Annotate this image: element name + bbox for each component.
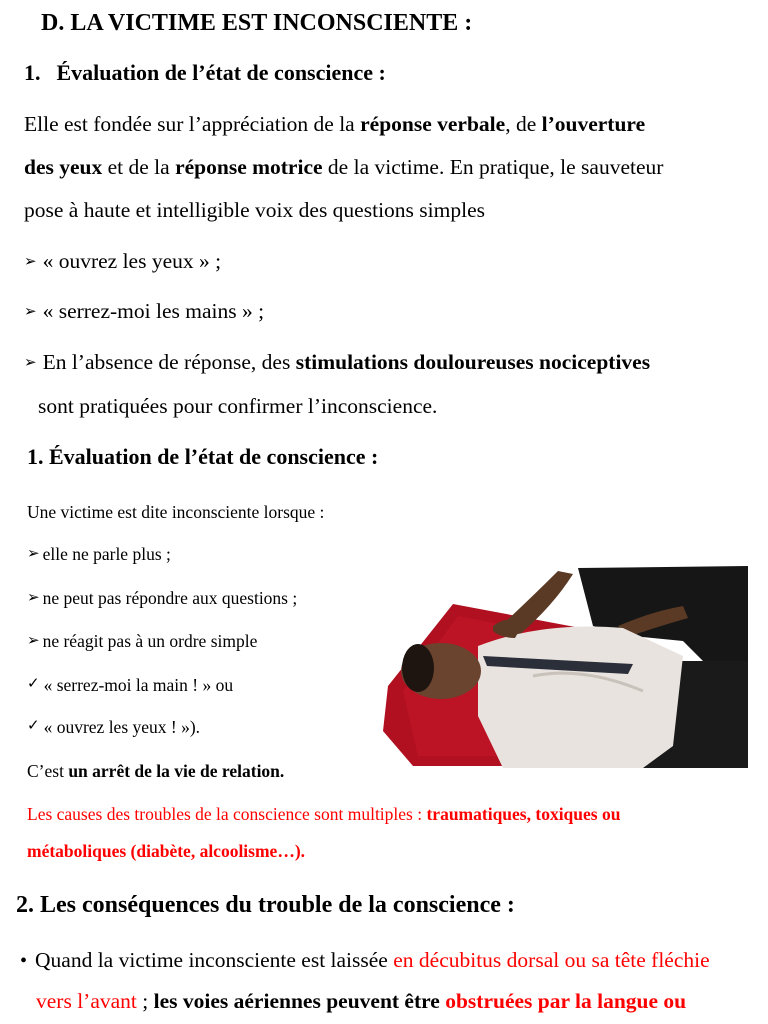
text: elle ne parle plus ; <box>42 544 171 564</box>
bold-text: des yeux <box>24 155 103 179</box>
bold-text: stimulations douloureuses nociceptives <box>295 350 651 374</box>
eval2-item <box>27 544 171 565</box>
eval2-intro: Une victime est dite inconsciente lorsque : <box>27 502 325 522</box>
text: Quand la victime inconsciente est laissée <box>35 948 394 972</box>
section2-title: 2. Les conséquences du trouble de la conscience : <box>16 892 515 918</box>
arrow-bullet-icon: ➢ <box>27 631 40 649</box>
eval2-conclusion <box>27 761 284 782</box>
bold-text: les voies aériennes peuvent être <box>153 989 446 1013</box>
eval1-bullet3 <box>24 350 650 375</box>
arrow-bullet-icon: ➢ <box>27 544 40 562</box>
arrow-bullet-icon: ➢ <box>27 588 40 606</box>
eval1-bullet2 <box>24 299 264 324</box>
section2-line1 <box>20 948 710 973</box>
text: « ouvrez les yeux ! »). <box>43 717 201 737</box>
text: Elle est fondée sur l’appréciation de la <box>24 112 361 136</box>
victim-hair <box>402 644 434 692</box>
section2-line2 <box>36 989 686 1014</box>
eval2-check <box>27 717 200 738</box>
victim-shirt <box>478 626 683 768</box>
text: En l’absence de réponse, des <box>42 350 296 374</box>
text: « ouvrez les yeux » ; <box>42 249 222 273</box>
eval2-item <box>27 631 257 652</box>
bold-text: réponse verbale <box>360 112 506 136</box>
bold-text: métaboliques (diabète, alcoolisme…). <box>27 841 306 861</box>
bold-text: réponse motrice <box>175 155 323 179</box>
eval1-number: 1. <box>24 60 41 85</box>
checkmark-icon: ✓ <box>27 674 40 692</box>
text: ne peut pas répondre aux questions ; <box>42 588 298 608</box>
eval1-para-line1 <box>24 112 645 137</box>
bold-text: traumatiques, toxiques ou <box>426 804 621 824</box>
text: ne réagit pas à un ordre simple <box>42 631 258 651</box>
arrow-bullet-icon: ➢ <box>24 353 37 371</box>
bold-text: un arrêt de la vie de relation. <box>68 761 285 781</box>
eval2-item <box>27 588 297 609</box>
eval1-title: Évaluation de l’état de conscience : <box>56 60 386 85</box>
red-text: vers l’avant <box>36 989 137 1013</box>
bold-text: l’ouverture <box>541 112 646 136</box>
eval2-heading: 1. Évaluation de l’état de conscience : <box>27 444 379 469</box>
eval1-para-line2 <box>24 155 663 180</box>
text: « serrez-moi les mains » ; <box>42 299 265 323</box>
text: de la victime. En pratique, le sauveteur <box>322 155 664 179</box>
text: , de <box>505 112 542 136</box>
bullet-dot-icon: • <box>20 950 28 972</box>
eval1-heading <box>24 60 386 86</box>
arrow-bullet-icon: ➢ <box>24 252 37 270</box>
eval1-bullet1 <box>24 249 221 274</box>
section-d-title: D. LA VICTIME EST INCONSCIENTE : <box>41 10 473 36</box>
eval1-para-line3: pose à haute et intelligible voix des questions simples <box>24 198 485 222</box>
text: Les causes des troubles de la conscience sont multiples : <box>27 804 427 824</box>
text: et de la <box>102 155 176 179</box>
red-text: en décubitus dorsal ou sa tête fléchie <box>393 948 710 972</box>
eval2-causes-line1 <box>27 804 620 825</box>
eval1-bullet3-cont: sont pratiquées pour confirmer l’inconscience. <box>38 394 438 418</box>
unconscious-victim-photo <box>383 566 748 768</box>
text: ; <box>136 989 154 1013</box>
eval2-causes-line2 <box>27 841 305 862</box>
text: C’est <box>27 761 69 781</box>
eval2-check <box>27 675 233 696</box>
red-bold-text: obstruées par la langue ou <box>445 989 687 1013</box>
text: « serrez-moi la main ! » ou <box>43 675 234 695</box>
arrow-bullet-icon: ➢ <box>24 302 37 320</box>
checkmark-icon: ✓ <box>27 716 40 734</box>
